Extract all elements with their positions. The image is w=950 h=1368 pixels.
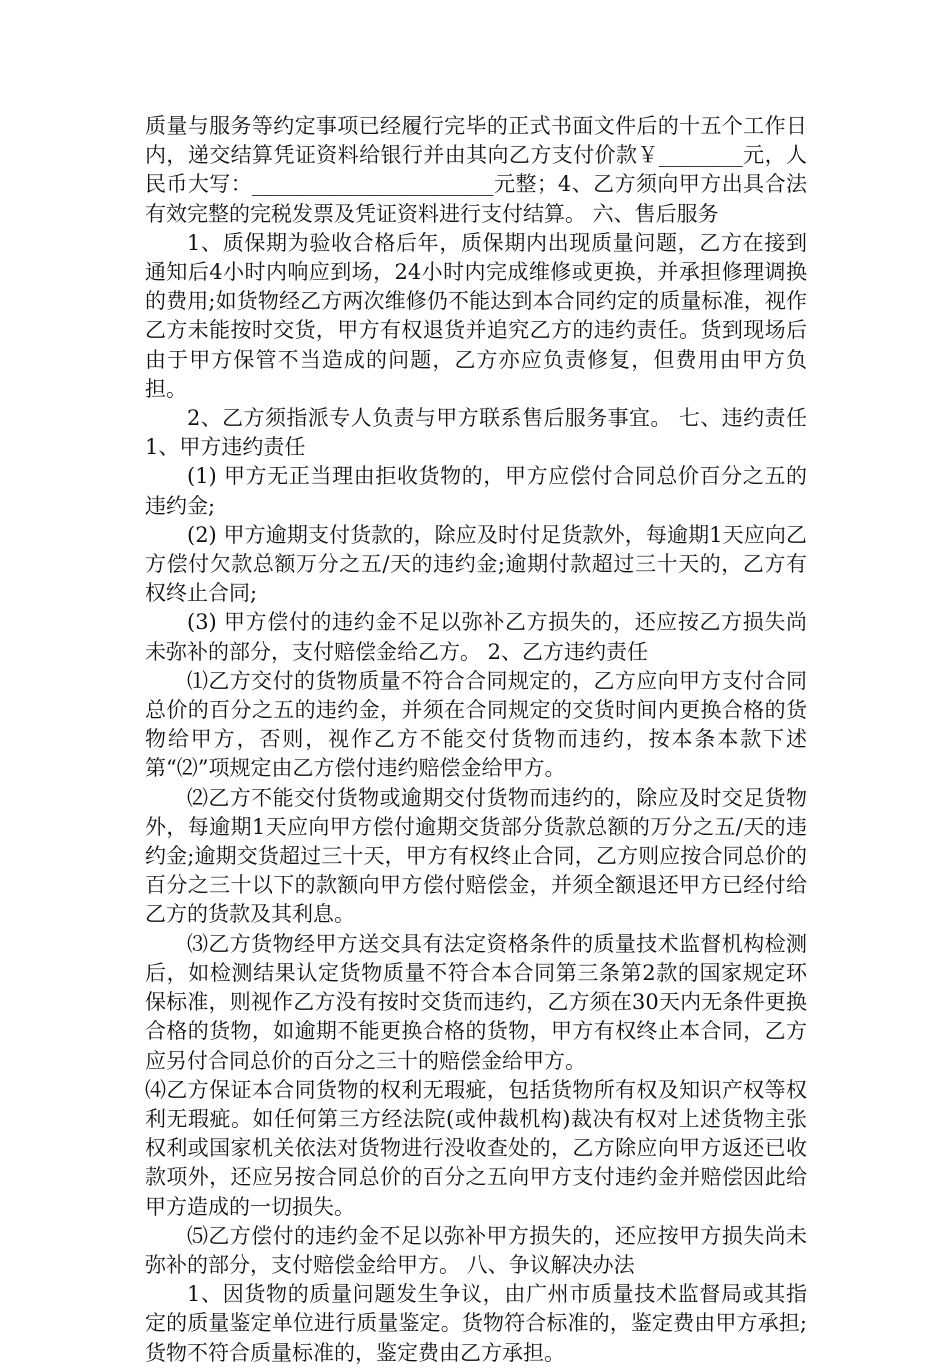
paragraph-party-b-breach-2: ⑵乙方不能交付货物或逾期交付货物而违约的，除应及时交足货物外，每逾期1天应向甲方偿付逾期交货部分货款总额的万分之五/天的违约金;逾期交货超过三十天，甲方有权终止合同，乙方则应按合同总价的百分之三十以下的款额向甲方偿付赔偿金，并须全额退还甲方已经付给乙方的货款及其利息。: [145, 785, 807, 927]
paragraph-party-a-breach-2: (2) 甲方逾期支付货款的，除应及时付足货款外，每逾期1天应向乙方偿付欠款总额万分之五/天的违约金;逾期付款超过三十天的，乙方有权终止合同;: [145, 522, 807, 606]
paragraph-party-a-breach-3: (3) 甲方偿付的违约金不足以弥补乙方损失的，还应按乙方损失尚未弥补的部分，支付赔偿金给乙方。 2、乙方违约责任: [145, 610, 807, 664]
paragraph-party-b-breach-1: ⑴乙方交付的货物质量不符合合同规定的，乙方应向甲方支付合同总价的百分之五的违约金，并须在合同规定的交货时间内更换合格的货物给甲方，否则，视作乙方不能交付货物而违约，按本条本款下述第“⑵”项规定由乙方偿付违约赔偿金给甲方。: [145, 668, 807, 781]
paragraph-party-a-breach-1: (1) 甲方无正当理由拒收货物的，甲方应偿付合同总价百分之五的违约金;: [145, 464, 807, 518]
paragraph-warranty: 1、质保期为验收合格后年，质保期内出现质量问题，乙方在接到通知后4小时内响应到场，24小时内完成维修或更换，并承担修理调换的费用;如货物经乙方两次维修仍不能达到本合同约定的质量标准，视作乙方未能按时交货，甲方有权退货并追究乙方的违约责任。货到现场后由于甲方保管不当造成的问题，乙方亦应负责修复，但费用由甲方负担。: [145, 230, 807, 401]
paragraph-dispute-resolution-1: 1、因货物的质量问题发生争议，由广州市质量技术监督局或其指定的质量鉴定单位进行质量鉴定。货物符合标准的，鉴定费由甲方承担;货物不符合质量标准的，鉴定费由乙方承担。: [145, 1282, 807, 1365]
paragraph-party-b-breach-5: ⑸乙方偿付的违约金不足以弥补甲方损失的，还应按甲方损失尚未弥补的部分，支付赔偿金给甲方。 八、争议解决办法: [145, 1223, 807, 1277]
paragraph-after-sales-contact: 2、乙方须指派专人负责与甲方联系售后服务事宜。 七、违约责任 1、甲方违约责任: [145, 406, 807, 460]
paragraph-party-b-breach-4: ⑷乙方保证本合同货物的权利无瑕疵，包括货物所有权及知识产权等权利无瑕疵。如任何第三方经法院(或仲裁机构)裁决有权对上述货物主张权利或国家机关依法对货物进行没收查处的，乙方除应向甲方返还已收款项外，还应另按合同总价的百分之五向甲方支付违约金并赔偿因此给甲方造成的一切损失。: [145, 1077, 807, 1219]
paragraph-party-b-breach-3: ⑶乙方货物经甲方送交具有法定资格条件的质量技术监督机构检测后，如检测结果认定货物质量不符合本合同第三条第2款的国家规定环保标准，则视作乙方没有按时交货而违约，乙方须在30天内无条件更换合格的货物，如逾期不能更换合格的货物，甲方有权终止本合同，乙方应另付合同总价的百分之三十的赔偿金给甲方。: [145, 931, 807, 1073]
paragraph-payment-terms: 质量与服务等约定事项已经履行完毕的正式书面文件后的十五个工作日内，递交结算凭证资料给银行并由其向乙方支付价款￥________元，人民币大写：_______________________元整；4、乙方须向甲方出具合法有效完整的完税发票及凭证资料进行支付结算。 六、售后服务: [145, 114, 807, 226]
document-page: [145, 112, 807, 1368]
